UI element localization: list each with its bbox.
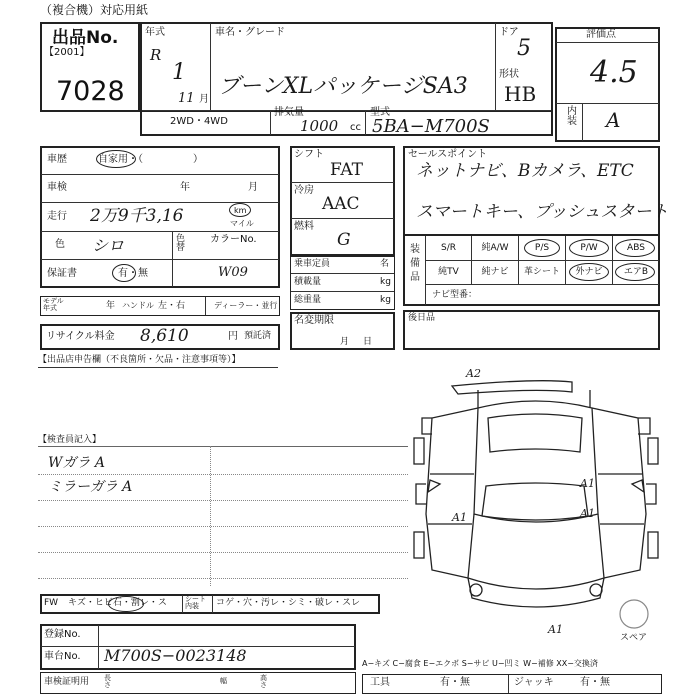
handle-value: 左・右: [158, 301, 186, 311]
model-year-label: モデル年式: [43, 297, 64, 312]
equip-ps: P/S: [534, 243, 550, 253]
model-value: 5BA−M700S: [372, 116, 490, 137]
damage-legend: A−キズ C−腐食 E−エクボ S−サビ U−凹ミ W−補修 XX−交換済: [362, 659, 598, 668]
sales-point-line2: スマートキー、プッシュスタート: [416, 202, 669, 222]
recycle-value: 8,610: [140, 326, 189, 346]
mileage-label: 走行: [47, 211, 67, 222]
dealer-label: ディーラー・並行: [214, 301, 278, 310]
mileage-unit-mile: マイル: [230, 219, 254, 228]
shaken-year: 年: [180, 182, 190, 193]
reg-label: 登録No.: [44, 629, 81, 640]
seat-text: コゲ・穴・汚レ・シミ・破レ・スレ: [216, 598, 361, 608]
displacement-value: 1000: [300, 117, 339, 135]
cert-label: 車検証明用: [44, 677, 90, 687]
shape-label: 形状: [499, 69, 519, 80]
equip-leather: 革シート: [523, 267, 560, 277]
equip-airbag: エアB: [623, 267, 649, 277]
mileage-value: 2万9千3,16: [90, 206, 184, 226]
displacement-label: 排気量: [274, 107, 304, 118]
name-value: ブーンXLパッケージSA3: [218, 74, 468, 99]
cert-length: 長さ: [104, 674, 111, 689]
equip-abs: ABS: [627, 243, 645, 253]
damage-mark-left-door: A1: [452, 511, 467, 524]
color-value: シロ: [92, 236, 125, 255]
equip-ext-navi: 外ナビ: [575, 267, 603, 277]
reki-label: 車歴: [47, 154, 67, 165]
chassis-value: M700S−0023148: [104, 646, 247, 665]
shaken-month: 月: [248, 182, 258, 193]
cert-height: 高さ: [260, 674, 267, 689]
load-label: 積載量: [294, 277, 322, 287]
fuel-value: G: [337, 230, 351, 250]
equip-pw: P/W: [580, 243, 598, 253]
displacement-unit: cc: [350, 122, 361, 133]
inspector-label: 【検査員記入】: [38, 435, 102, 445]
capacity-label: 乗車定員: [294, 259, 331, 269]
lot-number: 7028: [56, 76, 125, 107]
equip-sr: S/R: [441, 243, 456, 253]
model-year-unit: 年: [106, 301, 116, 311]
interior-value: A: [606, 108, 621, 132]
meigi-label: 名変期限: [294, 315, 334, 326]
color-change: 色替: [176, 234, 186, 253]
chassis-label: 車台No.: [44, 651, 81, 662]
model-label: 型式: [370, 107, 390, 118]
meigi-unit: 月日: [340, 337, 387, 347]
recycle-status: 預託済: [244, 331, 272, 341]
weight-label: 総重量: [294, 295, 322, 305]
ac-value: AAC: [322, 194, 360, 214]
jack-label: ジャッキ: [514, 677, 554, 688]
shift-label: シフト: [294, 149, 324, 160]
sales-point-line1: ネットナビ、Bカメラ、ETC: [416, 161, 634, 181]
shaken-label: 車検: [47, 182, 67, 193]
inspector-note-2: ミラーガラ A: [48, 479, 133, 495]
fuel-label: 燃料: [294, 221, 314, 232]
fw-label: FW: [44, 598, 59, 608]
lot-box: [40, 22, 140, 112]
tools-label: 工具: [370, 677, 390, 688]
warranty-value: 有・無: [118, 268, 148, 279]
equip-tv: 純TV: [438, 267, 459, 277]
shape-value: HB: [504, 82, 537, 106]
drive-label: 2WD・4WD: [170, 116, 228, 127]
score-label: 評価点: [586, 29, 616, 40]
car-damage-diagram: [412, 364, 660, 654]
seller-report-label: 【出品店申告欄（不良箇所・欠品・注意事項等）】: [38, 355, 241, 365]
lot-year-code: 【2001】: [44, 47, 90, 58]
handle-label: ハンドル: [122, 301, 154, 310]
load-unit: kg: [380, 277, 391, 287]
interior-label: 内装: [567, 106, 577, 127]
warranty-label: 保証書: [47, 268, 77, 279]
recycle-unit: 円: [228, 331, 238, 342]
equipment-label: 装備品: [410, 244, 420, 283]
score-value: 4.5: [590, 55, 638, 90]
later-date-box: [403, 310, 660, 350]
year-value: 1: [172, 60, 186, 85]
later-date-label: 後日品: [408, 313, 436, 323]
year-label: 年式: [145, 27, 165, 38]
sales-point-label: セールスポイント: [408, 149, 488, 160]
color-no-label: カラーNo.: [210, 234, 257, 245]
shift-value: FAT: [330, 160, 364, 180]
jack-value: 有・無: [580, 677, 610, 688]
seat-label: シート内装: [185, 595, 206, 610]
mileage-unit-km: km: [234, 206, 247, 215]
lot-label: 出品No.: [52, 28, 119, 48]
doors-label: ドア: [499, 27, 519, 38]
equip-alloy: 純A/W: [481, 243, 509, 253]
month-value: 11: [178, 91, 195, 106]
color-label: 色: [55, 239, 65, 250]
tools-value: 有・無: [440, 677, 470, 688]
month-unit: 月: [199, 94, 209, 105]
equip-navi: 純ナビ: [481, 267, 509, 277]
weight-unit: kg: [380, 295, 391, 305]
damage-mark-front: A1: [548, 623, 563, 636]
damage-mark-right-rear: A1: [580, 477, 595, 490]
recycle-label: リサイクル料金: [46, 331, 115, 342]
fw-text: キズ・ヒビ石・割レ・ス: [68, 598, 167, 608]
name-label: 車名・グレード: [215, 27, 285, 38]
capacity-unit: 名: [380, 259, 390, 269]
damage-mark-right-door: A1: [580, 507, 595, 520]
inspector-note-1: Wガラ A: [48, 455, 105, 471]
reki-value: 自家用・（ ）: [98, 154, 203, 165]
tools-row: [362, 674, 662, 694]
doors-value: 5: [517, 36, 531, 61]
page-header: （複合機）対応用紙: [40, 3, 149, 17]
color-no-value: W09: [218, 265, 248, 280]
damage-mark-rear: A2: [466, 367, 481, 380]
year-era: R: [150, 46, 162, 64]
cert-width: 幅: [220, 677, 227, 685]
spare-label: スペア: [620, 633, 648, 643]
navi-model-label: ナビ型番：: [432, 290, 478, 300]
ac-label: 冷房: [294, 185, 314, 196]
